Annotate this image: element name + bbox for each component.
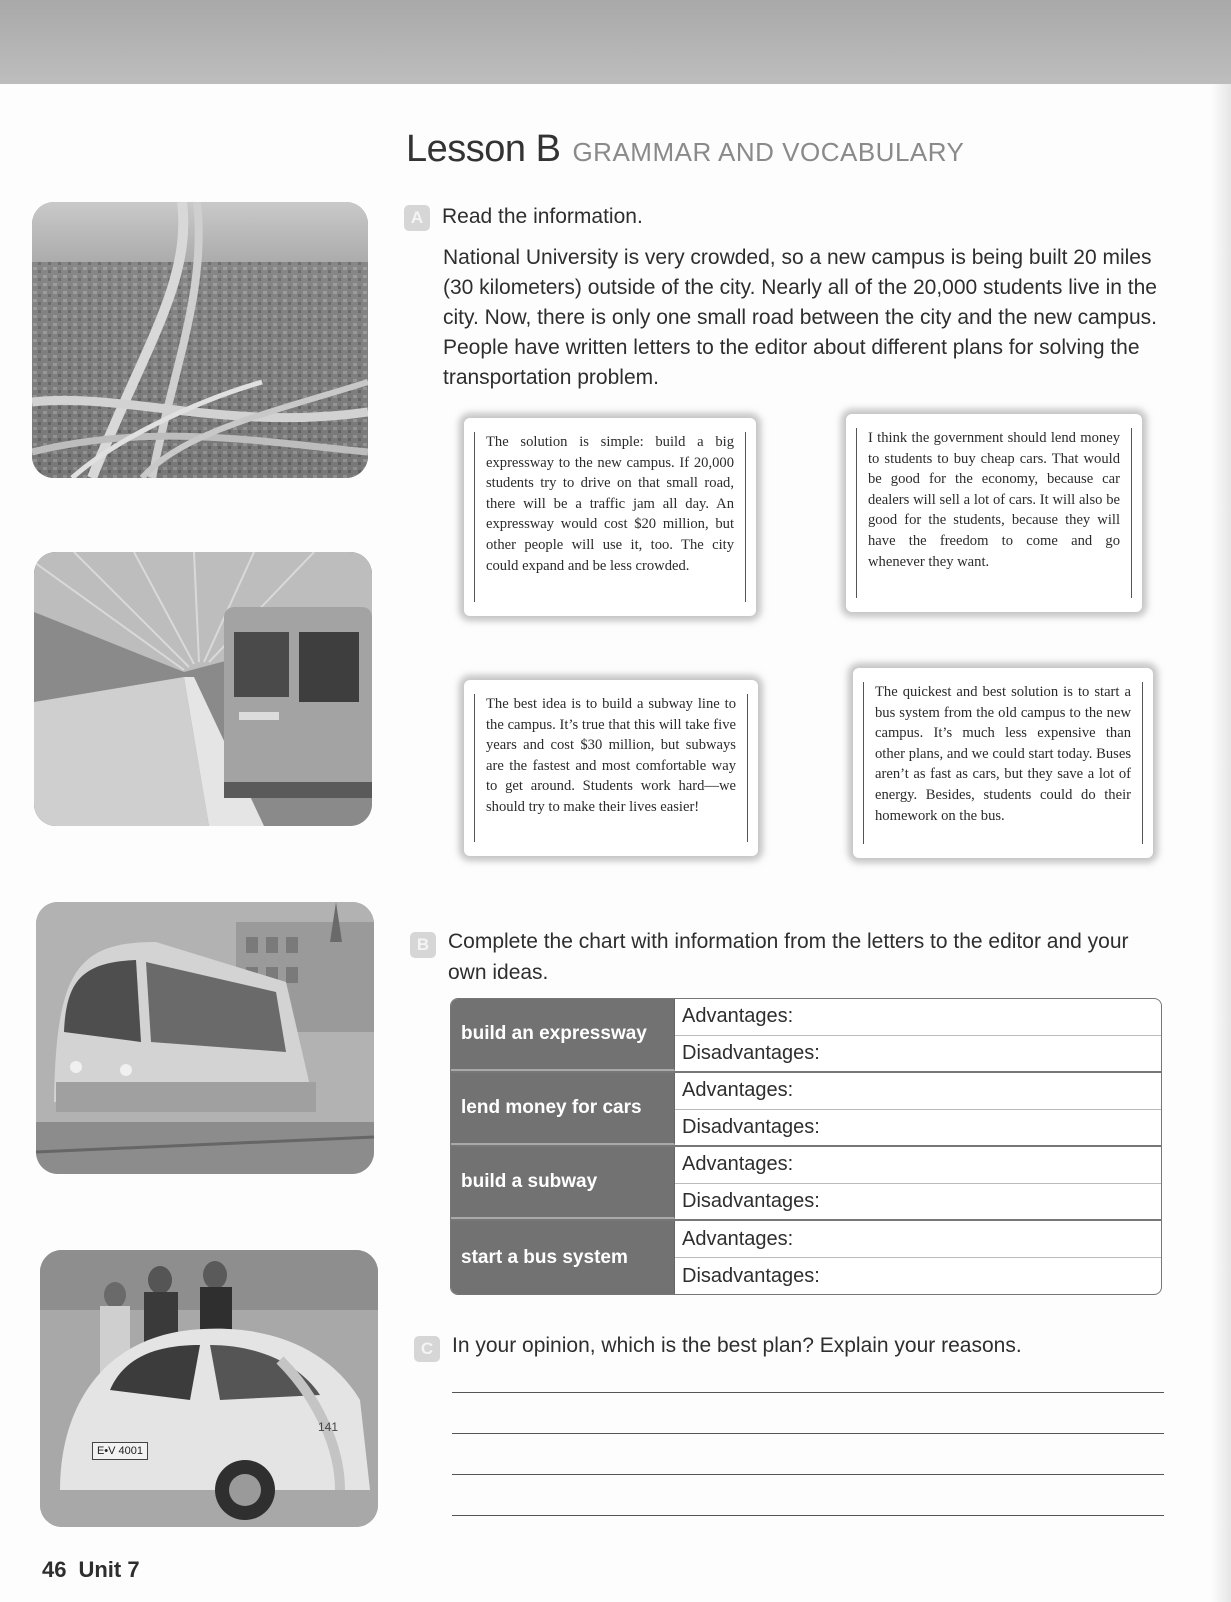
license-plate: E•V 4001 <box>92 1442 148 1460</box>
section-b-instruction: Complete the chart with information from the letters to the editor and your own ideas. <box>448 930 1129 984</box>
letter-text: The quickest and best solution is to start a bus system from the old campus to the new campus. It’s much less expensive than other plans, and we could start today. Buses aren’t as fast as cars, but they save a lot of energy. Besides, students could do their homework on the bus. <box>875 684 1131 824</box>
answer-line[interactable] <box>452 1433 1164 1434</box>
section-a-paragraph: National University is very crowded, so a new campus is being built 20 miles (30 kilometers) outside of the city. Nearly all of the 20,000 students live in the city. Now, there is only one small road between the city and the new campus. People have written letters to the editor about different plans for solving the transportation problem. <box>443 246 1157 389</box>
plan-label: build a subway <box>451 1147 675 1219</box>
section-c-badge: C <box>414 1336 440 1362</box>
advantages-field[interactable]: Advantages: <box>675 1221 1161 1258</box>
disadvantages-field[interactable]: Disadvantages: <box>682 1115 820 1138</box>
letter-bus-system <box>853 668 1153 858</box>
letter-text: The best idea is to build a subway line to the campus. It’s true that this will take five years and cost $30 million, but subways are the fastest and most comfortable way to get around. Students work hard—we should try to make their lives easier! <box>486 696 736 815</box>
unit-label: Unit 7 <box>78 1557 140 1582</box>
photo-subway-station <box>34 552 372 826</box>
lesson-section-title: GRAMMAR AND VOCABULARY <box>572 137 965 167</box>
advantages-field[interactable]: Advantages: <box>675 1147 1161 1184</box>
chart-row-bus-system <box>451 1221 1161 1294</box>
disadvantages-field[interactable]: Disadvantages: <box>682 1189 820 1212</box>
section-a-instruction: Read the information. <box>442 205 643 228</box>
plans-chart <box>450 998 1162 1295</box>
letter-text: The solution is simple: build a big expressway to the new campus. If 20,000 students try to drive on that small road, there will be a traffic jam all day. An expressway would cost $20 million, but other people will use it, too. The city could expand and be less crowded. <box>486 434 734 574</box>
disadvantages-field[interactable]: Disadvantages: <box>682 1041 820 1064</box>
chart-row-subway <box>451 1147 1161 1221</box>
answer-line[interactable] <box>452 1515 1164 1516</box>
chart-row-car-loans <box>451 1073 1161 1147</box>
advantages-field[interactable]: Advantages: <box>675 1073 1161 1110</box>
letter-car-loans <box>846 414 1142 612</box>
lesson-title: Lesson B <box>406 128 561 170</box>
page-top-band <box>0 0 1231 84</box>
car-number-label: 141 <box>318 1420 339 1434</box>
section-c-instruction: In your opinion, which is the best plan? Explain your reasons. <box>452 1334 1022 1357</box>
page-number: 46 <box>42 1557 67 1582</box>
disadvantages-field[interactable]: Disadvantages: <box>682 1264 820 1287</box>
section-a-badge: A <box>404 205 430 231</box>
page-binding-shadow <box>1211 84 1231 1602</box>
photo-electric-car <box>40 1250 378 1527</box>
plan-label: build an expressway <box>451 999 675 1071</box>
letter-expressway <box>464 418 756 616</box>
photo-expressway-interchange <box>32 202 368 478</box>
advantages-field[interactable]: Advantages: <box>675 999 1161 1036</box>
answer-line[interactable] <box>452 1392 1164 1393</box>
plan-label: start a bus system <box>451 1221 675 1294</box>
page-footer <box>42 1557 140 1583</box>
photo-tram <box>36 902 374 1174</box>
answer-line[interactable] <box>452 1474 1164 1475</box>
chart-row-expressway <box>451 999 1161 1073</box>
plan-label: lend money for cars <box>451 1073 675 1145</box>
section-b-badge: B <box>410 932 436 958</box>
letter-subway <box>464 680 758 856</box>
lesson-heading <box>406 128 964 171</box>
letter-text: I think the government should lend money to students to buy cheap cars. That would be good for the economy, because car dealers will sell a lot of cars. It will also be good for the students, because they will have the freedom to come and go whenever they want. <box>868 430 1120 570</box>
